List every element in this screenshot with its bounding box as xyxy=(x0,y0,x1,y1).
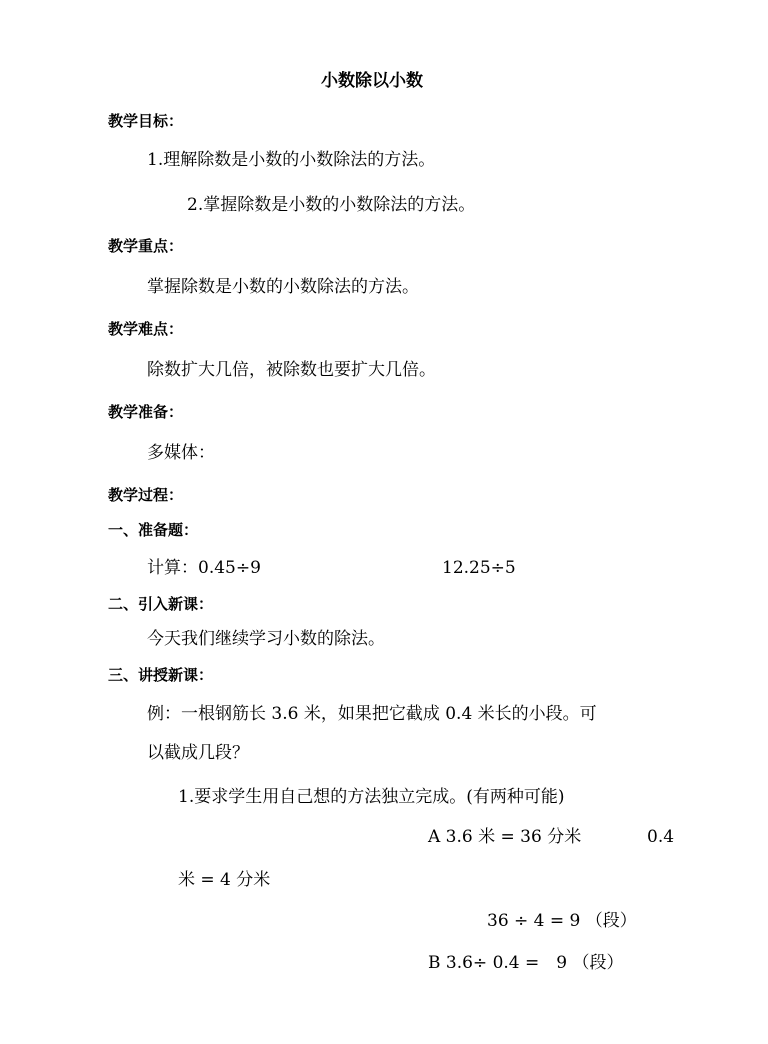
process-heading: 教学过程： xyxy=(108,486,184,504)
calc-item-a: 计算：0.45÷9 xyxy=(147,558,261,578)
method-a-line-3: 米 = 4 分米 xyxy=(178,870,271,890)
calc-item-b: 12.25÷5 xyxy=(442,558,516,578)
focus-heading: 教学重点： xyxy=(108,237,184,255)
example-line-2: 以截成几段？ xyxy=(147,743,249,763)
goal-item-2: 2.掌握除数是小数的小数除法的方法。 xyxy=(187,195,476,215)
example-line-1: 例：一根钢筋长 3.6 米，如果把它截成 0.4 米长的小段。可 xyxy=(147,704,597,724)
method-a-line-2: 0.4 xyxy=(647,827,675,847)
difficulty-text: 除数扩大几倍，被除数也要扩大几倍。 xyxy=(147,360,436,380)
method-b-line: B 3.6÷ 0.4 = 9 （段） xyxy=(428,953,624,973)
goals-heading: 教学目标： xyxy=(108,112,184,130)
method-a-line-4: 36 ÷ 4 = 9 （段） xyxy=(487,911,637,931)
focus-text: 掌握除数是小数的小数除法的方法。 xyxy=(147,277,419,297)
prep-heading: 教学准备： xyxy=(108,403,184,421)
section-heading-1: 一、准备题： xyxy=(108,521,199,539)
section-heading-3: 三、讲授新课： xyxy=(108,666,214,684)
goal-item-1: 1.理解除数是小数的小数除法的方法。 xyxy=(147,150,436,170)
difficulty-heading: 教学难点： xyxy=(108,320,184,338)
intro-text: 今天我们继续学习小数的除法。 xyxy=(147,629,385,649)
method-a-line-1: A 3.6 米 = 36 分米 xyxy=(428,827,582,847)
prep-text: 多媒体： xyxy=(147,443,215,463)
document-title: 小数除以小数 xyxy=(321,71,423,91)
section-heading-2: 二、引入新课： xyxy=(108,595,214,613)
step-1: 1.要求学生用自己想的方法独立完成。(有两种可能) xyxy=(178,787,565,807)
